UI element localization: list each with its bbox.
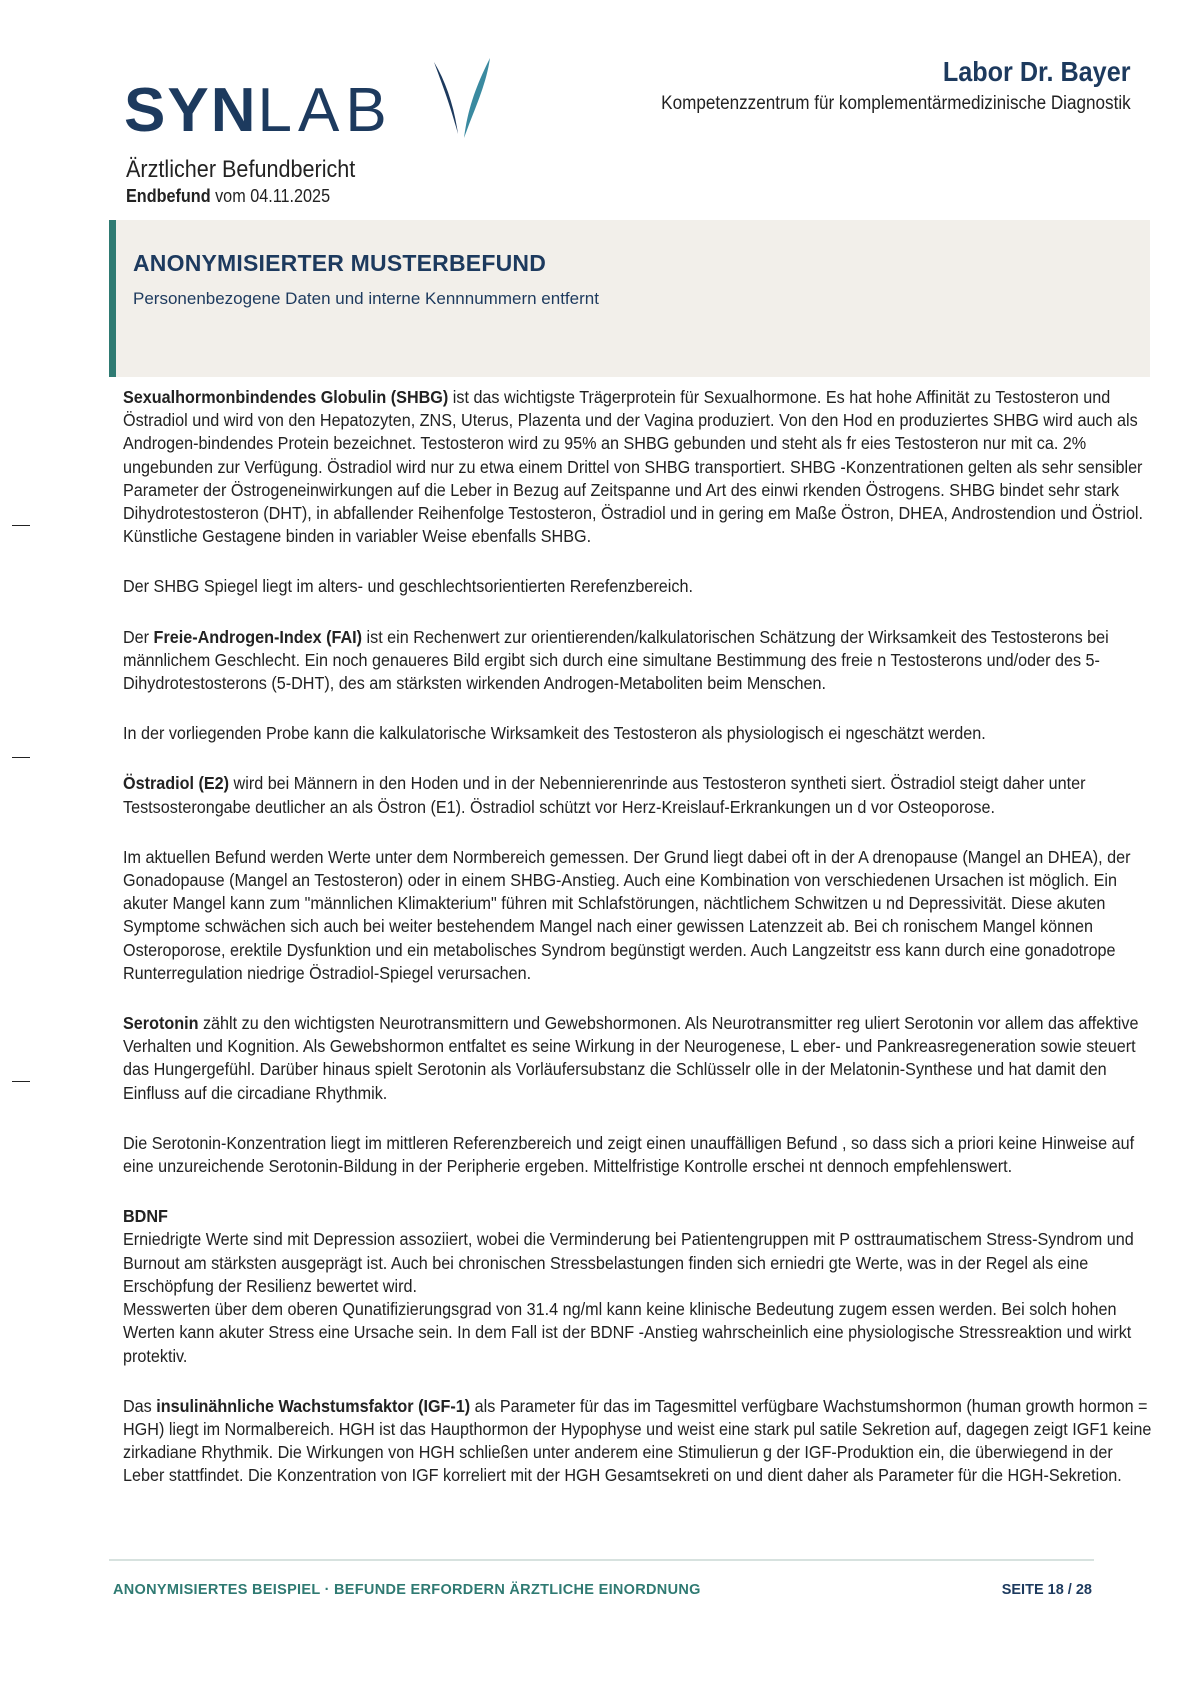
banner-title: ANONYMISIERTER MUSTERBEFUND (133, 250, 547, 276)
bdnf-text-1: Erniedrigte Werte sind mit Depression assoziiert, wobei die Verminderung bei Patientengruppen mit P osttraumatischem Stress-Syndrom und Burnout am stärksten ausgeprägt ist. Auch bei chronischen Stressbelastungen finden sich erniedri gte Werte, was in der Regel als eine Erschöpfung der Resilienz bewertet wird. (123, 1229, 1134, 1296)
paragraph-serotonin: Serotonin zählt zu den wichtigsten Neurotransmittern und Gewebshormonen. Als Neurotransmitter reg uliert Serotonin vor allem das affektive Verhalten und Kognition. Als Gewebshormon entfaltet es seine Wirkung in der Neurogenese, L eber- und Pankreasregeneration sowie steuert das Hungergefühl. Darüber hinaus spielt Serotonin als Vorläufersubstanz die Schlüsselr olle in der Melatonin-Synthese und hat damit den Einfluss auf die circadiane Rhythmik. (123, 1013, 1139, 1103)
section-bdnf (123, 1205, 1153, 1367)
report-date: 04.11.2025 (250, 186, 331, 206)
footer-disclaimer: ANONYMISIERTES BEISPIEL · BEFUNDE ERFORDERN ÄRZTLICHE EINORDNUNG (113, 1582, 701, 1598)
paragraph-estradiol-result: Im aktuellen Befund werden Werte unter dem Normbereich gemessen. Der Grund liegt dabei oft in der A drenopause (Mangel an DHEA), der Gonadopause (Mangel an Testosteron) oder in einem SHBG-Anstieg. Auch eine Kombination von verschiedenen Ursachen ist möglich. Ein akuter Mangel kann zum "männlichen Klimakterium" führen mit Schlafstörungen, nächtlichem Schwitzen u nd Depressivität. Diese akuten Symptome schwächen sich auch bei weiter bestehendem Mangel nach einer gewissen Latenzzeit ab. Bei ch ronischem Mangel können Osteroporose, erektile Dysfunktion und ein metabolisches Syndrom begünstigt werden. Auch Langzeitstr ess kann durch eine gonadotrope Runterregulation niedrige Östradiol-Spiegel verursachen. (123, 846, 1131, 983)
paragraph-estradiol: Östradiol (E2) wird bei Männern in den Hoden und in der Nebennierenrinde aus Testosteron syntheti siert. Östradiol steigt daher unter Testsosterongabe deutlicher an als Östron (E1). Östradiol schützt vor Herz-Kreislauf-Erkrankungen un d vor Osteoporose. (123, 773, 1086, 817)
paragraph-shbg-result: Der SHBG Spiegel liegt im alters- und geschlechtsorientierten Rerefenzbereich. (123, 576, 693, 597)
bdnf-heading: BDNF (123, 1206, 168, 1227)
report-date-line: Endbefund vom 04.11.2025 (126, 186, 331, 206)
paragraph-shbg: Sexualhormonbindendes Globulin (SHBG) ist das wichtigste Trägerprotein für Sexualhormone. Es hat hohe Affinität zu Testosteron und Östradiol und wird von den Hepatozyten, ZNS, Uterus, Plazenta und der Vagina produziert. Von den Hod en produziertes SHBG wird auch als Androgen-bindendes Protein bezeichnet. Testosteron wird zu 95% an SHBG gebunden und steht als fr eies Testosteron nur mit ca. 2% ungebunden zur Verfügung. Östradiol wird nur zu etwa einem Drittel von SHBG transportiert. SHBG -Konzentrationen gelten als sehr sensibler Parameter der Östrogeneinwirkungen auf die Leber in Bezug auf Zeitspanne und Art des einwi rkenden Östrogens. SHBG bindet sehr stark Dihydrotestosteron (DHT), in abfallender Reihenfolge Testosteron, Östradiol und in gering em Maße Östron, DHEA, Androstendion und Östriol. Künstliche Gestagene binden in variabler Weise ebenfalls SHBG. (123, 387, 1144, 547)
banner-subtitle: Personenbezogene Daten und interne Kennnummern entfernt (133, 289, 599, 308)
report-body (123, 386, 1153, 1515)
anonymization-banner (109, 220, 1150, 377)
footer-divider (109, 1559, 1094, 1561)
logo-swoosh-icon (428, 54, 498, 144)
synlab-logo (124, 54, 504, 144)
paragraph-fai: Der Freie-Androgen-Index (FAI) ist ein Rechenwert zur orientierenden/kalkulatorischen Schätzung der Wirksamkeit des Testosterons bei männlichem Geschlecht. Ein noch genaueres Bild ergibt sich durch eine simultane Bestimmung des freie n Testosterons und/oder des 5-Dihydrotestosterons (5-DHT), des am stärksten wirkenden Androgen-Metaboliten beim Menschen. (123, 626, 1109, 694)
lab-name: Labor Dr. Bayer (943, 56, 1131, 87)
fold-mark (12, 757, 30, 758)
report-title: Ärztlicher Befundbericht (126, 156, 356, 183)
paragraph-serotonin-result: Die Serotonin-Konzentration liegt im mittleren Referenzbereich und zeigt einen unauffälligen Befund , so dass sich a priori keine Hinweise auf eine unzureichende Serotonin-Bildung in der Peripherie ergeben. Mittelfristige Kontrolle erschei nt dennoch empfehlenswert. (123, 1132, 1135, 1177)
page-number: SEITE 18 / 28 (1001, 1582, 1092, 1598)
bdnf-text-2: Messwerten über dem oberen Qunatifizierungsgrad von 31.4 ng/ml kann keine klinische Bedeutung zugem essen werden. Bei solch hohen Werten kann akuter Stress eine Ursache sein. In dem Fall ist der BDNF -Anstieg wahrscheinlich eine physiologische Stressreaktion und wirkt protektiv. (123, 1299, 1132, 1366)
lab-subtitle: Kompetenzzentrum für komplementärmedizinische Diagnostik (661, 93, 1131, 114)
logo-wordmark: SYNLAB (124, 76, 393, 145)
paragraph-fai-result: In der vorliegenden Probe kann die kalkulatorische Wirksamkeit des Testosteron als physiologisch ei ngeschätzt werden. (123, 723, 986, 744)
report-status: Endbefund (126, 186, 211, 206)
fold-mark (12, 525, 30, 526)
fold-mark (12, 1081, 30, 1082)
paragraph-igf1: Das insulinähnliche Wachstumsfaktor (IGF-1) als Parameter für das im Tagesmittel verfügbare Wachstumshormon (human growth hormon = HGH) liegt im Normalbereich. HGH ist das Haupthormon der Hypophyse und weist eine stark pul satile Sekretion auf, dagegen zeigt IGF1 keine zirkadiane Rhythmik. Die Wirkungen von HGH schließen unter anderem eine Stimulierun g der IGF-Produktion ein, die überwiegend in der Leber stattfindet. Die Konzentration von IGF korreliert mit der HGH Gesamtsekreti on und dient daher als Parameter für die HGH-Sekretion. (123, 1395, 1152, 1486)
